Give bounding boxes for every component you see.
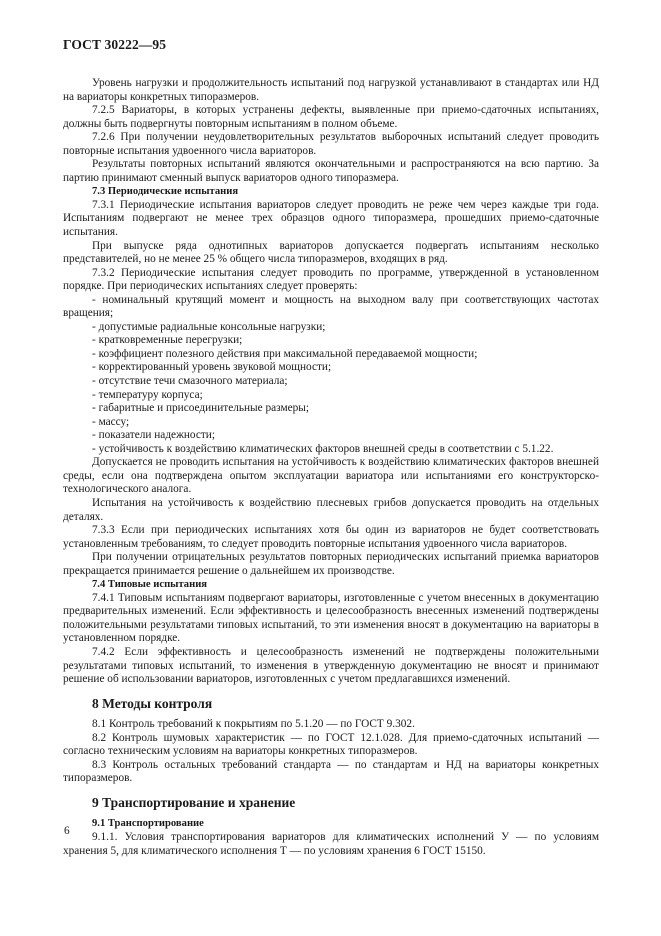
paragraph: Испытания на устойчивость к воздействию плесневых грибов допускается проводить на отдельных деталях. — [63, 496, 599, 523]
paragraph: Уровень нагрузки и продолжительность испытаний под нагрузкой устанавливают в стандартах или НД на вариаторы конкретных типоразмеров. — [63, 77, 599, 103]
list-item: - коэффициент полезного действия при максимальной передаваемой мощности; — [92, 347, 478, 360]
paragraph: Результаты повторных испытаний являются окончательными и распространяются на всю партию. За партию принимают сменный выпуск вариаторов одного типоразмера. — [63, 158, 599, 184]
paragraph: 7.2.5 Вариаторы, в которых устранены дефекты, выявленные при приемо-сдаточных испытаниях, должны быть подвергнуты повторным испытаниям в полном объеме. — [63, 104, 599, 130]
paragraph: 9.1.1. Условия транспортирования вариаторов для климатических исполнений У — по условиям хранения 5, для климатического исполнения Т — по условиям хранения 6 ГОСТ 15150. — [63, 830, 599, 857]
list-item: - номинальный крутящий момент и мощность на выходном валу при соответствующих частотах вращения; — [63, 293, 599, 320]
list-item: - корректированный уровень звуковой мощности; — [92, 361, 332, 374]
paragraph: 8.1 Контроль требований к покрытиям по 5.1.20 — по ГОСТ 9.302. — [92, 718, 415, 731]
section-heading-8: 8 Методы контроля — [92, 695, 213, 711]
paragraph: 7.3.2 Периодические испытания следует проводить по программе, утвержденной в установленном порядке. При периодических испытаниях следует проверять: — [63, 266, 599, 293]
paragraph: 7.2.6 При получении неудовлетворительных результатов выборочных испытаний следует проводить повторные испытания удвоенного числа вариаторов. — [63, 131, 599, 157]
document-header: ГОСТ 30222—95 — [63, 37, 167, 52]
list-item: - допустимые радиальные консольные нагрузки; — [92, 320, 326, 333]
list-item: - габаритные и присоединительные размеры; — [92, 402, 309, 415]
paragraph: При получении отрицательных результатов повторных периодических испытаний приемка вариаторов прекращается принимается решение о дальнейшем их производстве. — [63, 551, 599, 577]
list-item: - массу; — [92, 415, 130, 428]
document-body — [63, 77, 599, 858]
list-item: - устойчивость к воздействию климатических факторов внешней среды в соответствии с 5.1.22. — [92, 442, 554, 455]
list-item: - кратковременные перегрузки; — [92, 334, 243, 347]
paragraph: 8.2 Контроль шумовых характеристик — по ГОСТ 12.1.028. Для приемо-сдаточных испытаний — согласно техническим условиям на вариаторы конкретных типоразмеров. — [63, 731, 599, 758]
section-heading-9: 9 Транспортирование и хранение — [92, 794, 296, 810]
paragraph: 7.3.1 Периодические испытания вариаторов следует проводить не реже чем через каждые три года. Испытаниям подвергают не менее трех образцов одного типоразмера, прошедших приемо-сдаточные испытания. — [63, 198, 599, 239]
list-item: - температуру корпуса; — [92, 388, 203, 401]
subsection-heading-7-3: 7.3 Периодические испытания — [92, 186, 239, 198]
list-item: - отсутствие течи смазочного материала; — [92, 375, 288, 388]
paragraph: При выпуске ряда однотипных вариаторов допускается подвергать испытаниям несколько представителей, но не менее 25 % общего числа типоразмеров, входящих в ряд. — [63, 239, 599, 266]
page-number: 6 — [64, 825, 70, 837]
subsection-heading-9-1: 9.1 Транспортирование — [92, 818, 204, 830]
paragraph: 7.4.1 Типовым испытаниям подвергают вариаторы, изготовленные с учетом внесенных в документацию предварительных изменений. Если эффективность и целесообразность внесенных изменений подтверждены положительными результатами типовых испытаний, то эти изменения вносят в документацию на вариаторы в установленном порядке. — [63, 591, 599, 645]
paragraph: Допускается не проводить испытания на устойчивость к воздействию климатических факторов внешней среды, если она подтверждена опытом эксплуатации вариатора или испытаниями его конструкторско-технологического аналога. — [63, 456, 599, 496]
subsection-heading-7-4: 7.4 Типовые испытания — [92, 579, 208, 591]
paragraph: 7.3.3 Если при периодических испытаниях хотя бы один из вариаторов не будет соответствовать установленным требованиям, то следует проводить повторные испытания удвоенного числа вариаторов. — [63, 524, 599, 550]
paragraph: 7.4.2 Если эффективность и целесообразность изменений не подтверждены положительными результатами типовых испытаний, то изменения в утвержденную документацию не вносят и принимают решение об использовании вариаторов, изготовленных с учетом предлагавшихся изменений. — [63, 645, 599, 686]
paragraph: 8.3 Контроль остальных требований стандарта — по стандартам и НД на вариаторы конкретных типоразмеров. — [63, 758, 599, 785]
list-item: - показатели надежности; — [92, 429, 215, 442]
